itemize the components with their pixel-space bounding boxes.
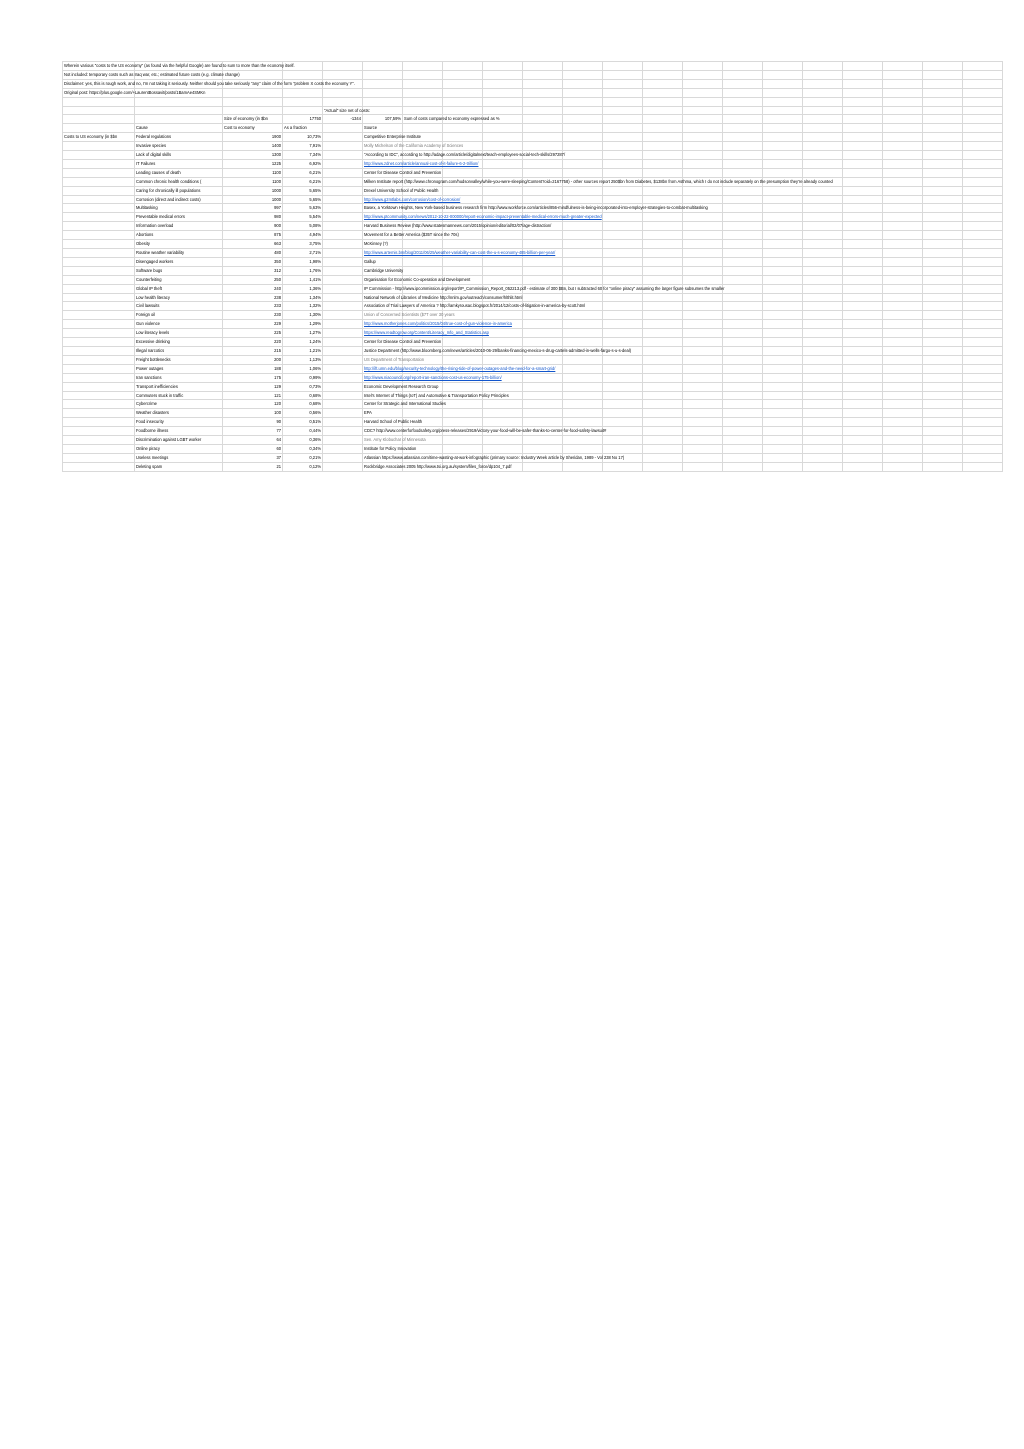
cost-cell: 129 — [223, 382, 283, 391]
cost-cell: 64 — [223, 436, 283, 445]
table-row — [63, 400, 1003, 409]
fraction-cell: 7,91% — [283, 142, 323, 151]
economy-size-value: 17750 — [283, 115, 323, 124]
fraction-cell: 1,27% — [283, 329, 323, 338]
source-link[interactable]: http://www.g2mtlabs.com/corrosion/cost-of-corrosion/ — [363, 195, 403, 204]
source-cell: Molly Michelson of the California Academy of Sciences — [363, 142, 403, 151]
cost-cell: 188 — [223, 364, 283, 373]
source-cell: EPA — [363, 409, 403, 418]
column-header-source: Source — [363, 124, 403, 133]
cause-cell: Global IP theft — [135, 284, 223, 293]
cost-cell: 233 — [223, 302, 283, 311]
cost-cell: 1225 — [223, 159, 283, 168]
table-row — [63, 453, 1003, 462]
fraction-cell: 10,73% — [283, 133, 323, 142]
source-cell: Movement for a Better America ($35T since the 70s) — [363, 231, 403, 240]
cost-cell: 215 — [223, 346, 283, 355]
fraction-cell: 1,41% — [283, 275, 323, 284]
source-link[interactable]: http://www.zdnet.com/article/annual-cost-of-it-failure-6-2-trillion/ — [363, 159, 403, 168]
table-row — [63, 418, 1003, 427]
table-row — [63, 338, 1003, 347]
source-link[interactable]: http://www.artemis.bm/blog/2011/06/25/weather-variability-can-cost-the-u-s-economy-485-billion-per-year/ — [363, 249, 403, 258]
table-row — [63, 293, 1003, 302]
table-row — [63, 329, 1003, 338]
cause-cell: Freight bottlenecks — [135, 355, 223, 364]
header-line-row — [63, 79, 1003, 88]
fraction-cell: 5,65% — [283, 186, 323, 195]
source-cell: Institute for Policy Innovation — [363, 444, 403, 453]
source-link[interactable]: https://www.readtogrow.org/Content/Literacy_Info_and_Statistics.asp — [363, 329, 403, 338]
cause-cell: Preventable medical errors — [135, 213, 223, 222]
percent-label: Sum of costs compared to economy expressed as % — [403, 115, 443, 124]
fraction-cell: 1,13% — [283, 355, 323, 364]
table-row — [63, 231, 1003, 240]
economy-size-label: Size of economy (in $bn — [223, 115, 283, 124]
cost-cell: 225 — [223, 329, 283, 338]
fraction-cell: 0,36% — [283, 436, 323, 445]
source-cell: Competitive Enterprise Institute — [363, 133, 403, 142]
table-row — [63, 222, 1003, 231]
cause-cell: Illegal narcotics — [135, 346, 223, 355]
source-cell: Harvard Business Review (http://www.statesmannews.com/2015/opinion/editorial/02/07/age-distraction/ — [363, 222, 403, 231]
cost-cell: 980 — [223, 213, 283, 222]
table-row — [63, 373, 1003, 382]
fraction-cell: 3,75% — [283, 240, 323, 249]
fraction-cell: 1,29% — [283, 320, 323, 329]
source-link[interactable]: http://www.motherjones.com/politics/2015/04/true-cost-of-gun-violence-in-america — [363, 320, 403, 329]
source-link[interactable]: http://ift.umn.edu/blog/security-technology/the-rising-tide-of-power-outages-and-the-need-for-a-smart-grid/ — [363, 364, 403, 373]
table-row — [63, 382, 1003, 391]
fraction-cell: 6,21% — [283, 177, 323, 186]
table-row — [63, 204, 1003, 213]
source-cell: Drexel University School of Public Health — [363, 186, 403, 195]
table-row — [63, 346, 1003, 355]
cost-cell: 1900 — [223, 133, 283, 142]
table-row — [63, 320, 1003, 329]
cause-cell: Obesity — [135, 240, 223, 249]
summary-row-1 — [63, 106, 1003, 115]
fraction-cell: 1,34% — [283, 293, 323, 302]
table-row — [63, 133, 1003, 142]
cause-cell: Invasive species — [135, 142, 223, 151]
cause-cell: Excessive drinking — [135, 338, 223, 347]
cost-cell: 229 — [223, 320, 283, 329]
cost-cell: 200 — [223, 355, 283, 364]
column-header-cost: Cost to economy — [223, 124, 283, 133]
table-row — [63, 257, 1003, 266]
cost-cell: 875 — [223, 231, 283, 240]
cost-cell: 1100 — [223, 177, 283, 186]
source-cell: Atlassian https://www.atlassian.com/time-wasting-at-work-infographic (primary source: Industry Week article by Sheridan, 1989 - Vol 238 No 17) — [363, 453, 403, 462]
cause-cell: Civil lawsuits — [135, 302, 223, 311]
table-row — [63, 391, 1003, 400]
header-line-row — [63, 62, 1003, 71]
net-size-value: -1344 — [323, 115, 363, 124]
cost-cell: 21 — [223, 462, 283, 471]
cause-cell: Useless meetings — [135, 453, 223, 462]
cost-cell: 220 — [223, 338, 283, 347]
fraction-cell: 6,21% — [283, 168, 323, 177]
fraction-cell: 1,06% — [283, 364, 323, 373]
cost-cell: 37 — [223, 453, 283, 462]
cause-cell: Lack of digital skills — [135, 151, 223, 160]
table-row — [63, 355, 1003, 364]
source-cell: Justice Department (http://www.bloomberg.com/news/articles/2010-06-29/banks-financing-mexico-s-drug-cartels-admitted-in-wells-fargo-s-u-s-deal) — [363, 346, 403, 355]
source-cell: Organisation for Economic Co-operation and Development — [363, 275, 403, 284]
cause-cell: Weather disasters — [135, 409, 223, 418]
cost-cell: 100 — [223, 409, 283, 418]
source-cell: Center for Disease Control and Prevention — [363, 168, 403, 177]
source-cell: Center for Disease Control and Prevention — [363, 338, 403, 347]
fraction-cell: 5,63% — [283, 204, 323, 213]
row-group-label: Costs to US economy (in $bn — [63, 133, 135, 142]
source-cell: Basex, a Yorktown Heights, New York-based business research firm http://www.workforce.com/articles/856-mindfulness-is-being-incorporated-into-employer-strategies-to-combat-multitasking — [363, 204, 403, 213]
table-row — [63, 444, 1003, 453]
table-row — [63, 186, 1003, 195]
cause-cell: Multitasking — [135, 204, 223, 213]
cost-cell: 900 — [223, 222, 283, 231]
cost-table — [62, 61, 1003, 472]
cause-cell: Power outages — [135, 364, 223, 373]
fraction-cell: 0,12% — [283, 462, 323, 471]
cost-cell: 90 — [223, 418, 283, 427]
source-cell: McKinsey (?) — [363, 240, 403, 249]
fraction-cell: 1,32% — [283, 302, 323, 311]
summary-row-2 — [63, 115, 1003, 124]
table-row — [63, 249, 1003, 258]
cost-cell: 240 — [223, 284, 283, 293]
source-cell: Sen. Amy Klobuchar of Minnesota — [363, 436, 403, 445]
cause-cell: Federal regulations — [135, 133, 223, 142]
header-line-row — [63, 88, 1003, 97]
header-line: Not included: temporary costs such as Iraq war, etc.; estimated future costs (e.g. climate change) — [63, 70, 135, 79]
cause-cell: Online piracy — [135, 444, 223, 453]
source-link[interactable]: http://www.niacouncil.org/report-iran-sanctions-cost-us-economy-175-billion/ — [363, 373, 403, 382]
cost-cell: 997 — [223, 204, 283, 213]
fraction-cell: 6,92% — [283, 159, 323, 168]
source-cell: Milken Institute report (http://www.chronogram.com/hudsonvalley/while-you-were-sleeping/Content?oid=2167758) - other sources report 250$bn from Diabetes, $138bn from Asthma, which I do not include separately on the presumption they're already counted — [363, 177, 403, 186]
source-cell: CDC? http://www.centerforfoodsafety.org/press-releases/2919/victory-your-food-will-be-safer-thanks-to-center-for-food-safety-lawsuit# — [363, 427, 403, 436]
fraction-cell: 1,76% — [283, 266, 323, 275]
cause-cell: Commuters stuck in traffic — [135, 391, 223, 400]
cause-cell: Routine weather variability — [135, 249, 223, 258]
column-header-fraction: As a fraction — [283, 124, 323, 133]
cause-cell: Discrimination against LGBT worker — [135, 436, 223, 445]
source-cell: Intel's Internet of Things (IoT) and Automotive & Transportation Policy Principles — [363, 391, 403, 400]
cause-cell: Cybercrime — [135, 400, 223, 409]
cost-cell: 1400 — [223, 142, 283, 151]
table-row — [63, 311, 1003, 320]
cause-cell: Low health literacy — [135, 293, 223, 302]
fraction-cell: 0,68% — [283, 391, 323, 400]
table-row — [63, 151, 1003, 160]
fraction-cell: 1,30% — [283, 311, 323, 320]
fraction-cell: 7,34% — [283, 151, 323, 160]
source-cell: Cambridge University — [363, 266, 403, 275]
cost-cell: 350 — [223, 257, 283, 266]
cause-cell: Corrosion (direct and indirect costs) — [135, 195, 223, 204]
cause-cell: IT Failures — [135, 159, 223, 168]
table-row — [63, 302, 1003, 311]
cause-cell: Food insecurity — [135, 418, 223, 427]
source-cell: Rockbridge Associates 2005 http://www.tsi.org.au/system/files_force/dp104_7.pdf — [363, 462, 403, 471]
table-row — [63, 462, 1003, 471]
header-line: Wherein various "costs to the US economy" (as found via the helpful Google) are found to sum to more than the economy itself. — [63, 62, 135, 71]
cost-cell: 175 — [223, 373, 283, 382]
source-link[interactable]: http://www.ptcommunity.com/news/2012-10-22-000000/report-economic-impact-preventable-medical-errors-much-greater-expected — [363, 213, 403, 222]
cost-cell: 1300 — [223, 151, 283, 160]
fraction-cell: 1,98% — [283, 257, 323, 266]
table-row — [63, 275, 1003, 284]
source-cell: US Department of Transportation — [363, 355, 403, 364]
fraction-cell: 1,21% — [283, 346, 323, 355]
cost-cell: 312 — [223, 266, 283, 275]
blank-row — [63, 97, 1003, 106]
cause-cell: Counterfeiting — [135, 275, 223, 284]
table-row — [63, 436, 1003, 445]
cause-cell: Common chronic health conditions ( — [135, 177, 223, 186]
cost-cell: 77 — [223, 427, 283, 436]
cause-cell: Leading causes of death — [135, 168, 223, 177]
cause-cell: Iran sanctions — [135, 373, 223, 382]
table-row — [63, 284, 1003, 293]
table-row — [63, 364, 1003, 373]
header-line-row — [63, 70, 1003, 79]
cause-cell: Transport inefficiencies — [135, 382, 223, 391]
header-line: Original post: https://plus.google.com/+LaurentBossavit/posts/1BamAe4SMKn — [63, 88, 135, 97]
fraction-cell: 0,34% — [283, 444, 323, 453]
cause-cell: Deleting spam — [135, 462, 223, 471]
fraction-cell: 0,44% — [283, 427, 323, 436]
cost-cell: 1000 — [223, 195, 283, 204]
fraction-cell: 4,94% — [283, 231, 323, 240]
source-cell: IP Commission - http://www.ipcommission.org/report/IP_Commission_Report_052213.pdf - estimate of 300 $Bn, but I subtracted 60 for "online piracy" assuming the larger figure subsumes the smaller — [363, 284, 403, 293]
fraction-cell: 5,08% — [283, 222, 323, 231]
fraction-cell: 0,99% — [283, 373, 323, 382]
fraction-cell: 0,51% — [283, 418, 323, 427]
source-cell: Association of Trial Lawyers of America ? http://amkyrousac.blogspot.fr/2014/12/costs-of-litigation-in-america-by-scott.html — [363, 302, 403, 311]
fraction-cell: 1,36% — [283, 284, 323, 293]
table-row — [63, 177, 1003, 186]
fraction-cell: 5,65% — [283, 195, 323, 204]
table-row — [63, 240, 1003, 249]
source-cell: Center for Strategic and International Studies — [363, 400, 403, 409]
percent-value: 107,59% — [363, 115, 403, 124]
column-header-cause: Cause — [135, 124, 223, 133]
cost-cell: 121 — [223, 391, 283, 400]
source-cell: Gallup — [363, 257, 403, 266]
source-cell: Union of Concerned Scientists ($7T over 30 years — [363, 311, 403, 320]
cost-cell: 1000 — [223, 186, 283, 195]
table-row — [63, 159, 1003, 168]
cost-cell: 120 — [223, 400, 283, 409]
cost-cell: 230 — [223, 311, 283, 320]
table-row — [63, 142, 1003, 151]
table-row — [63, 266, 1003, 275]
table-row — [63, 427, 1003, 436]
cause-cell: Foreign oil — [135, 311, 223, 320]
cause-cell: Foodborne illness — [135, 427, 223, 436]
header-line: Disclaimer: yes, this is rough work, and no, I'm not taking it seriously. Neither should you take seriously "any" claim of the form "problem X costs the economy Y". — [63, 79, 135, 88]
cause-cell: Low literacy levels — [135, 329, 223, 338]
cost-cell: 238 — [223, 293, 283, 302]
column-header-row — [63, 124, 1003, 133]
cost-cell: 663 — [223, 240, 283, 249]
cost-cell: 1100 — [223, 168, 283, 177]
fraction-cell: 2,71% — [283, 249, 323, 258]
cause-cell: Disengaged workers — [135, 257, 223, 266]
table-row — [63, 195, 1003, 204]
fraction-cell: 0,68% — [283, 400, 323, 409]
cause-cell: Gun violence — [135, 320, 223, 329]
table-row — [63, 409, 1003, 418]
cause-cell: Information overload — [135, 222, 223, 231]
fraction-cell: 0,73% — [283, 382, 323, 391]
source-cell: "According to IDC", according to http://adage.com/article/digitalnext/teach-employees-social-tech-skills/297287/ — [363, 151, 403, 160]
spreadsheet — [62, 61, 962, 472]
cause-cell: Software bugs — [135, 266, 223, 275]
fraction-cell: 0,56% — [283, 409, 323, 418]
cause-cell: Abortions — [135, 231, 223, 240]
table-row — [63, 213, 1003, 222]
source-cell: Harvard School of Public Health — [363, 418, 403, 427]
source-cell: Economic Development Research Group — [363, 382, 403, 391]
table-row — [63, 168, 1003, 177]
cost-cell: 480 — [223, 249, 283, 258]
source-cell: National Network of Libraries of Medicine http://nnlm.gov/outreach/consumer/hlthlit.html — [363, 293, 403, 302]
cause-cell: Caring for chronically ill populations — [135, 186, 223, 195]
cost-cell: 60 — [223, 444, 283, 453]
fraction-cell: 1,24% — [283, 338, 323, 347]
fraction-cell: 0,21% — [283, 453, 323, 462]
actual-size-label: "Actual" size net of costs: — [323, 106, 363, 115]
fraction-cell: 5,54% — [283, 213, 323, 222]
cost-cell: 250 — [223, 275, 283, 284]
